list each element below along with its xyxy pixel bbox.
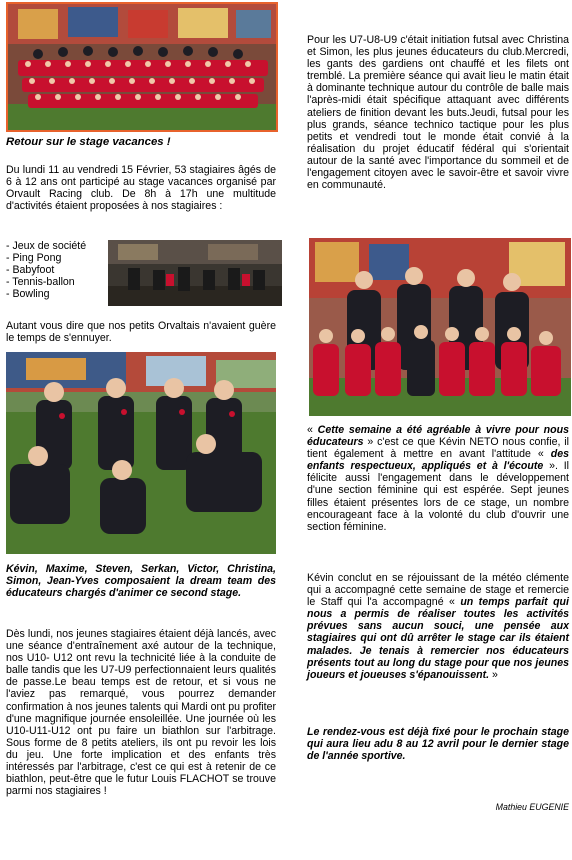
- list-item: - Jeux de société: [6, 240, 87, 252]
- indoor-activity-photo: [108, 240, 282, 306]
- activity-list: [6, 240, 106, 300]
- conclusion-text: Kévin conclut en se réjouissant de la météo clémente qui a accompagné cette semaine de stage et remercie le Staff qui l'a accompagné «: [307, 572, 569, 609]
- list-item: - Babyfoot: [6, 264, 55, 277]
- intro-paragraph: Du lundi 11 au vendredi 15 Février, 53 stagiaires âgés de 6 à 12 ans ont participé au stage vacances organisé par Orvault Racing club. De 8h à 17h une multitude d'activités étaient proposées à nos stagiaires :: [6, 164, 276, 213]
- group-photo: [6, 2, 278, 132]
- quote-bold-1: Cette semaine a été agréable à vivre pour nous éducateurs: [307, 424, 569, 449]
- after-list-paragraph: Autant vous dire que nos petits Orvaltais n'avaient guère le temps de s'ennuyer.: [6, 320, 276, 345]
- quote-bold-2: des enfants respectueux, appliqués et à l'écoute: [307, 448, 569, 473]
- author-signature: Mathieu EUGENIE: [495, 802, 569, 812]
- quote-text-1: » c'est ce que Kévin NETO nous confie, il tient également à mettre en avant l'attitude «: [307, 436, 569, 461]
- educators-photo: [6, 352, 276, 554]
- closing-paragraph: Le rendez-vous est déjà fixé pour le prochain stage qui aura lieu adu 8 au 12 avril pour le dernier stage de l'année sportive.: [307, 726, 569, 763]
- quote-open: «: [307, 424, 318, 436]
- article-title: Retour sur le stage vacances !: [6, 136, 171, 148]
- quote-text-2: ». Il félicite aussi l'engagement dans le développement d'une section féminine qui est espérée. Sept jeunes filles étaient présentes lors de ce stage, un nombre encourageant face à la volonté du club d'ouvrir une section féminine.: [307, 460, 569, 533]
- conclusion-end: »: [489, 668, 498, 681]
- list-item: - Ping Pong: [6, 252, 62, 265]
- girls-section-photo: [309, 238, 571, 416]
- body-paragraph: Dès lundi, nos jeunes stagiaires étaient déjà lancés, avec une séance d'entraînement axé autour de la technique, nos U10- U12 ont revu la technicité liée à la conduite de balle tandis que les U7-U9 perfectionnaient leurs qualités de passe.Le beau temps est de retour, et si vous ne l'aviez pas remarqué, vous pourrez demander confirmation à nos jeunes talents qui Mardi ont pu profiter d'une magnifique journée ensoleillée. Une journée où les U10-U11-U12 ont pu faire un biathlon sur l'arbitrage. Sous forme de 8 petits ateliers, ils ont pu revoir les lois du jeu. Une forte implication et des enfants très intéressés par l'arbitrage, c'est ce qui est à retenir de ce biathlon, peut-être que le futur Louis FLACHOT se trouve parmi nos stagiaires !: [6, 628, 276, 798]
- right-paragraph-1: Pour les U7-U8-U9 c'était initiation futsal avec Christina et Simon, les plus jeunes éducateurs du club.Mercredi, les gants des gardiens ont chauffé et les filets ont tremblé. La première séance qui avait lieu le matin était à dominante technique autour du contrôle de balle mais l'après-midi était spécifique attaquant avec différents ateliers de finition devant les buts.Jeudi, futsal pour les plus grands, séance technico tactique pour les plus petits et vendredi tout le monde était convié à la réalisation du projet éducatif fédéral qui s'orientait autour de la santé avec l'importance du sommeil et de l'engagement citoyen avec le savoir-être et savoir vivre en communauté.: [307, 34, 569, 192]
- quote-paragraph: [307, 424, 569, 533]
- conclusion-paragraph: [307, 572, 569, 681]
- educators-caption: Kévin, Maxime, Steven, Serkan, Victor, Christina, Simon, Jean-Yves composaient la dream team des éducateurs chargés d'animer ce second stage.: [6, 563, 276, 600]
- conclusion-quote: un temps parfait qui nous a permis de réaliser toutes les activités prévues sans aucun souci, une pensée aux stagiaires qui ont dû arrêter le stage car ils étaient malades. Je tenais à remercier nos éducateurs présents tout au long du stage pour que nos jeunes joueurs et joueuses s'épanouissent.: [307, 596, 569, 681]
- list-item: - Tennis-ballon: [6, 276, 75, 289]
- list-item: - Bowling: [6, 288, 50, 301]
